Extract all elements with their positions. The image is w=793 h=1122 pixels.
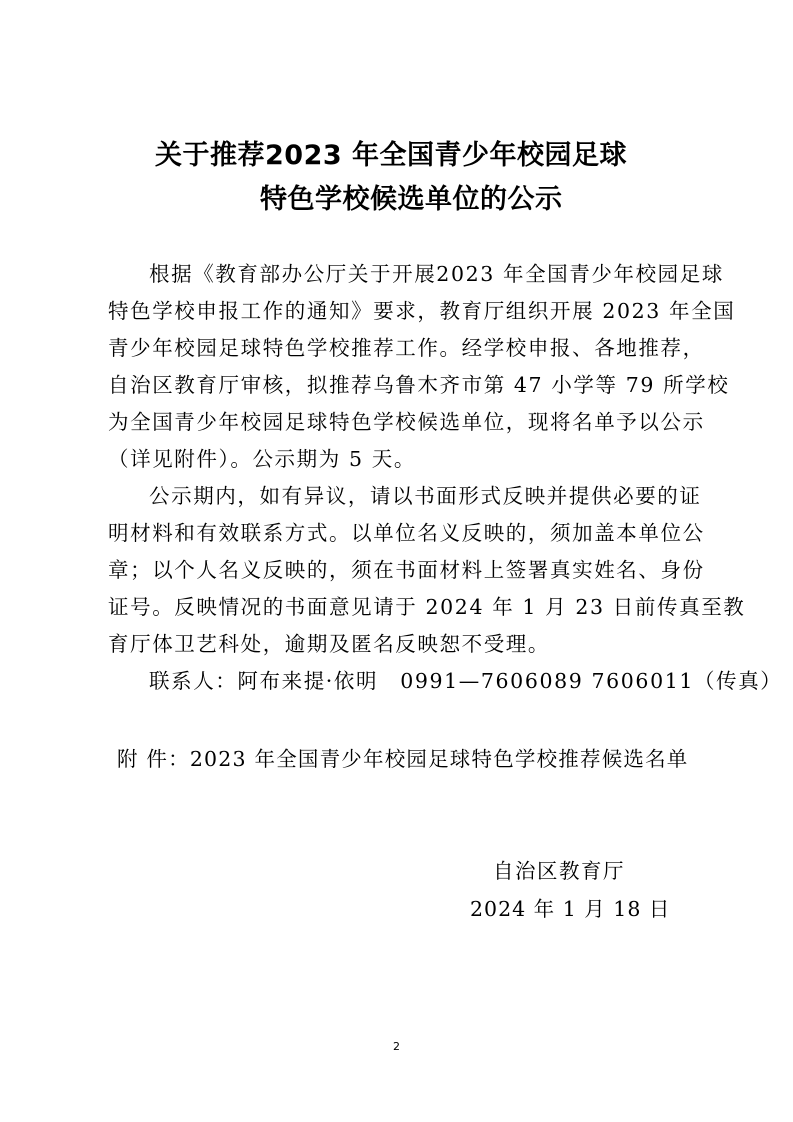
signature-organization: 自治区教育厅 — [493, 859, 625, 883]
paragraph-1-line-6: （详见附件）。公示期为 5 天。 — [108, 447, 416, 471]
paragraph-1-line-2: 特色学校申报工作的通知》要求，教育厅组织开展 2023 年全国 — [108, 299, 736, 323]
paragraph-1-line-3: 青少年校园足球特色学校推荐工作。经学校申报、各地推荐， — [108, 336, 705, 360]
paragraph-1-line-1: 根据《教育部办公厅关于开展2023 年全国青少年校园足球 — [149, 262, 724, 286]
paragraph-2-line-1: 公示期内，如有异议，请以书面形式反映并提供必要的证 — [149, 484, 702, 508]
page-number: 2 — [393, 1040, 400, 1053]
contact-line: 联系人：阿布来提·依明 0991—7606089 7606011（传真） — [149, 669, 783, 693]
document-title-line-2: 特色学校候选单位的公示 — [260, 184, 563, 215]
paragraph-2-line-2: 明材料和有效联系方式。以单位名义反映的，须加盖本单位公 — [108, 521, 705, 545]
paragraph-2-line-5: 育厅体卫艺科处，逾期及匿名反映恕不受理。 — [108, 632, 550, 656]
paragraph-1-line-4: 自治区教育厅审核，拟推荐乌鲁木齐市第 47 小学等 79 所学校 — [108, 373, 730, 397]
attachment-line: 附 件：2023 年全国青少年校园足球特色学校推荐候选名单 — [117, 747, 689, 771]
paragraph-2-line-4: 证号。反映情况的书面意见请于 2024 年 1 月 23 日前传真至教 — [108, 595, 746, 619]
signature-date: 2024 年 1 月 18 日 — [470, 897, 671, 921]
paragraph-2-line-3: 章；以个人名义反映的，须在书面材料上签署真实姓名、身份 — [108, 558, 705, 582]
paragraph-1-line-5: 为全国青少年校园足球特色学校候选单位，现将名单予以公示 — [108, 410, 705, 434]
document-title-line-1: 关于推荐2023 年全国青少年校园足球 — [155, 140, 628, 171]
